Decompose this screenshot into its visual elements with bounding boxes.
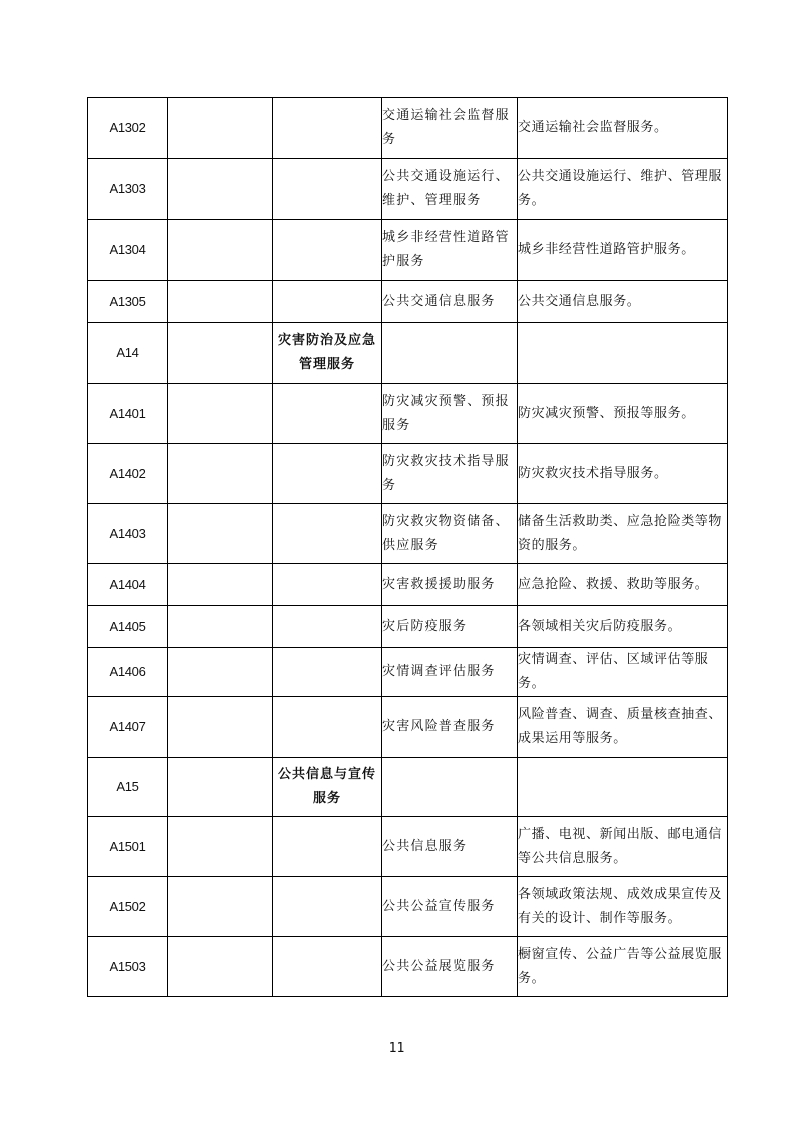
category-cell — [273, 648, 382, 697]
service-desc-cell — [518, 323, 728, 384]
blank-cell — [168, 444, 273, 504]
service-name-cell: 公共信息服务 — [382, 817, 518, 877]
blank-cell — [168, 564, 273, 606]
table-row — [88, 817, 728, 877]
code-cell: A1402 — [88, 444, 168, 504]
service-desc-cell: 各领域政策法规、成效成果宣传及有关的设计、制作等服务。 — [518, 877, 728, 937]
code-cell: A1405 — [88, 606, 168, 648]
service-name-cell: 城乡非经营性道路管护服务 — [382, 220, 518, 281]
table-row — [88, 220, 728, 281]
service-desc-cell: 公共交通信息服务。 — [518, 281, 728, 323]
service-name-cell: 防灾减灾预警、预报服务 — [382, 384, 518, 444]
service-name-cell: 灾害风险普查服务 — [382, 697, 518, 758]
table-row — [88, 504, 728, 564]
table-row — [88, 159, 728, 220]
blank-cell — [168, 98, 273, 159]
blank-cell — [168, 937, 273, 997]
code-cell: A1503 — [88, 937, 168, 997]
service-name-cell: 公共公益展览服务 — [382, 937, 518, 997]
service-desc-cell: 各领域相关灾后防疫服务。 — [518, 606, 728, 648]
code-cell: A1404 — [88, 564, 168, 606]
page-number: 11 — [388, 1041, 405, 1056]
service-name-cell: 灾情调查评估服务 — [382, 648, 518, 697]
blank-cell — [168, 384, 273, 444]
table-row — [88, 323, 728, 384]
service-name-cell: 灾害救援援助服务 — [382, 564, 518, 606]
service-desc-cell — [518, 758, 728, 817]
category-cell — [273, 281, 382, 323]
code-cell: A1406 — [88, 648, 168, 697]
service-desc-cell: 公共交通设施运行、维护、管理服务。 — [518, 159, 728, 220]
service-name-cell: 公共交通信息服务 — [382, 281, 518, 323]
table-row — [88, 648, 728, 697]
blank-cell — [168, 220, 273, 281]
code-cell: A15 — [88, 758, 168, 817]
service-name-cell — [382, 758, 518, 817]
service-desc-cell: 应急抢险、救援、救助等服务。 — [518, 564, 728, 606]
service-name-cell: 防灾救灾物资储备、供应服务 — [382, 504, 518, 564]
code-cell: A1401 — [88, 384, 168, 444]
table-row — [88, 98, 728, 159]
category-cell — [273, 159, 382, 220]
service-name-cell: 交通运输社会监督服务 — [382, 98, 518, 159]
table-row — [88, 444, 728, 504]
service-desc-cell: 交通运输社会监督服务。 — [518, 98, 728, 159]
category-cell — [273, 564, 382, 606]
category-cell — [273, 606, 382, 648]
category-cell — [273, 937, 382, 997]
service-desc-cell: 储备生活救助类、应急抢险类等物资的服务。 — [518, 504, 728, 564]
category-cell: 灾害防治及应急管理服务 — [273, 323, 382, 384]
blank-cell — [168, 758, 273, 817]
code-cell: A14 — [88, 323, 168, 384]
service-name-cell: 防灾救灾技术指导服务 — [382, 444, 518, 504]
table-row — [88, 281, 728, 323]
category-cell — [273, 697, 382, 758]
code-cell: A1303 — [88, 159, 168, 220]
table-row — [88, 564, 728, 606]
category-cell — [273, 877, 382, 937]
blank-cell — [168, 648, 273, 697]
table-row — [88, 877, 728, 937]
blank-cell — [168, 697, 273, 758]
category-cell — [273, 384, 382, 444]
table-row — [88, 384, 728, 444]
service-desc-cell: 风险普查、调查、质量核查抽查、成果运用等服务。 — [518, 697, 728, 758]
code-cell: A1403 — [88, 504, 168, 564]
table-row — [88, 697, 728, 758]
category-cell: 公共信息与宣传服务 — [273, 758, 382, 817]
table-row — [88, 937, 728, 997]
table-row — [88, 606, 728, 648]
service-desc-cell: 城乡非经营性道路管护服务。 — [518, 220, 728, 281]
code-cell: A1302 — [88, 98, 168, 159]
category-cell — [273, 444, 382, 504]
blank-cell — [168, 877, 273, 937]
category-cell — [273, 98, 382, 159]
blank-cell — [168, 817, 273, 877]
service-desc-cell: 防灾减灾预警、预报等服务。 — [518, 384, 728, 444]
code-cell: A1501 — [88, 817, 168, 877]
service-desc-cell: 广播、电视、新闻出版、邮电通信等公共信息服务。 — [518, 817, 728, 877]
service-catalog-table — [87, 97, 728, 997]
blank-cell — [168, 159, 273, 220]
code-cell: A1304 — [88, 220, 168, 281]
blank-cell — [168, 606, 273, 648]
category-cell — [273, 504, 382, 564]
service-name-cell: 灾后防疫服务 — [382, 606, 518, 648]
table-row — [88, 758, 728, 817]
blank-cell — [168, 323, 273, 384]
category-cell — [273, 817, 382, 877]
service-desc-cell: 橱窗宣传、公益广告等公益展览服务。 — [518, 937, 728, 997]
code-cell: A1502 — [88, 877, 168, 937]
service-name-cell: 公共交通设施运行、维护、管理服务 — [382, 159, 518, 220]
code-cell: A1305 — [88, 281, 168, 323]
service-name-cell: 公共公益宣传服务 — [382, 877, 518, 937]
service-desc-cell: 防灾救灾技术指导服务。 — [518, 444, 728, 504]
code-cell: A1407 — [88, 697, 168, 758]
blank-cell — [168, 281, 273, 323]
category-cell — [273, 220, 382, 281]
service-name-cell — [382, 323, 518, 384]
blank-cell — [168, 504, 273, 564]
service-desc-cell: 灾情调查、评估、区域评估等服务。 — [518, 648, 728, 697]
